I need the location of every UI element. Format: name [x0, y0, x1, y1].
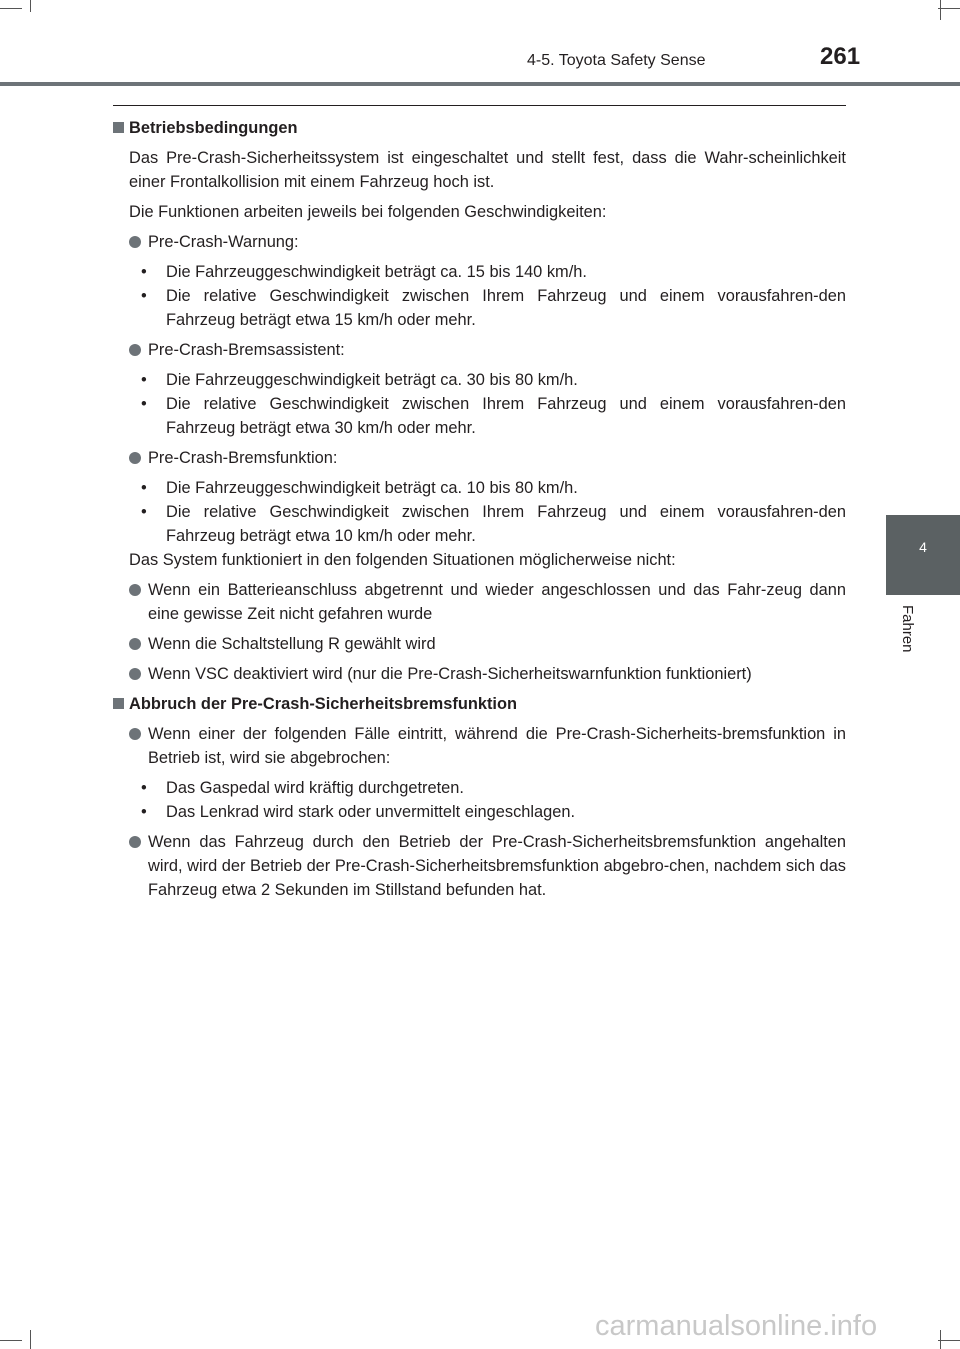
crop-mark: [0, 8, 22, 9]
list-item-text: Wenn die Schaltstellung R gewählt wird: [148, 635, 436, 653]
condition-text: Die Fahrzeuggeschwindigkeit beträgt ca. 30 bis 80 km/h.: [166, 371, 578, 389]
crop-mark: [938, 1340, 960, 1341]
crop-mark: [938, 8, 960, 9]
dot-marker: •: [141, 779, 147, 797]
condition-text: Das Gaspedal wird kräftig durchgetreten.: [166, 779, 464, 797]
round-bullet-icon: [129, 668, 141, 680]
dot-marker: •: [141, 479, 147, 497]
round-bullet-icon: [129, 344, 141, 356]
round-bullet-icon: [129, 638, 141, 650]
page-content: [113, 116, 846, 908]
list-item: [113, 230, 846, 254]
condition-list: [113, 776, 846, 824]
crop-mark: [940, 0, 941, 20]
condition-item: [113, 476, 846, 500]
list-item-text: Wenn das Fahrzeug durch den Betrieb der Pre-Crash-Sicherheitsbremsfunktion angehalten wird, wird der Betrieb der Pre-Crash-Sicherheitsbremsfunktion abgebro-chen, nachdem sich das Fahrzeug etwa 2 Sekunden im Stillstand befunden hat.: [148, 833, 846, 899]
round-bullet-icon: [129, 584, 141, 596]
condition-text: Die relative Geschwindigkeit zwischen Ihrem Fahrzeug und einem vorausfahren-den Fahrzeug beträgt etwa 10 km/h oder mehr.: [166, 503, 846, 545]
section-heading: [113, 116, 846, 140]
paragraph: Das System funktioniert in den folgenden Situationen möglicherweise nicht:: [129, 551, 676, 569]
top-rule: [113, 105, 846, 106]
list-item: [113, 338, 846, 362]
square-bullet-icon: [113, 122, 124, 133]
condition-item: [113, 284, 846, 332]
list-item: [113, 830, 846, 902]
crop-mark: [940, 1330, 941, 1349]
condition-text: Die relative Geschwindigkeit zwischen Ihrem Fahrzeug und einem vorausfahren-den Fahrzeug beträgt etwa 30 km/h oder mehr.: [166, 395, 846, 437]
dot-marker: •: [141, 395, 147, 413]
list-item-label: Pre-Crash-Bremsassistent:: [148, 341, 345, 359]
condition-item: [113, 500, 846, 548]
watermark: carmanualsonline.info: [595, 1310, 878, 1342]
list-item-label: Pre-Crash-Warnung:: [148, 233, 299, 251]
section-title: Betriebsbedingungen: [129, 119, 298, 137]
header-bar: [0, 82, 960, 86]
header-section-title: 4-5. Toyota Safety Sense: [527, 52, 706, 69]
list-item: [113, 632, 846, 656]
list-item-text: Wenn VSC deaktiviert wird (nur die Pre-Crash-Sicherheitswarnfunktion funktioniert): [148, 665, 752, 683]
round-bullet-icon: [129, 452, 141, 464]
condition-item: [113, 800, 846, 824]
paragraph: Das Pre-Crash-Sicherheitssystem ist eingeschaltet und stellt fest, dass die Wahr-scheinlichkeit einer Frontalkollision mit einem Fahrzeug hoch ist.: [129, 149, 846, 191]
crop-mark: [0, 1340, 22, 1341]
chapter-title: Fahren: [899, 605, 916, 653]
condition-list: [113, 368, 846, 440]
condition-text: Die Fahrzeuggeschwindigkeit beträgt ca. 15 bis 140 km/h.: [166, 263, 587, 281]
crop-mark: [30, 0, 31, 12]
round-bullet-icon: [129, 836, 141, 848]
condition-item: [113, 368, 846, 392]
dot-marker: •: [141, 263, 147, 281]
condition-item: [113, 776, 846, 800]
list-item: [113, 662, 846, 686]
section-heading: [113, 692, 846, 716]
round-bullet-icon: [129, 728, 141, 740]
dot-marker: •: [141, 503, 147, 521]
dot-marker: •: [141, 371, 147, 389]
list-item-text: Wenn einer der folgenden Fälle eintritt, während die Pre-Crash-Sicherheits-bremsfunktion in Betrieb ist, wird sie abgebrochen:: [148, 725, 846, 767]
condition-text: Das Lenkrad wird stark oder unvermittelt eingeschlagen.: [166, 803, 576, 821]
crop-mark: [30, 1330, 31, 1349]
condition-item: [113, 392, 846, 440]
list-item: [113, 446, 846, 470]
list-item-label: Pre-Crash-Bremsfunktion:: [148, 449, 338, 467]
list-item-text: Wenn ein Batterieanschluss abgetrennt und wieder angeschlossen und das Fahr-zeug dann eine gewisse Zeit nicht gefahren wurde: [148, 581, 846, 623]
list-item: [113, 578, 846, 626]
paragraph: Die Funktionen arbeiten jeweils bei folgenden Geschwindigkeiten:: [129, 203, 607, 221]
square-bullet-icon: [113, 698, 124, 709]
round-bullet-icon: [129, 236, 141, 248]
chapter-label: [896, 605, 918, 665]
condition-text: Die Fahrzeuggeschwindigkeit beträgt ca. 10 bis 80 km/h.: [166, 479, 578, 497]
dot-marker: •: [141, 803, 147, 821]
condition-item: [113, 260, 846, 284]
dot-marker: •: [141, 287, 147, 305]
section-title: Abbruch der Pre-Crash-Sicherheitsbremsfunktion: [129, 695, 517, 713]
condition-text: Die relative Geschwindigkeit zwischen Ihrem Fahrzeug und einem vorausfahren-den Fahrzeug beträgt etwa 15 km/h oder mehr.: [166, 287, 846, 329]
chapter-tab: [886, 515, 960, 595]
condition-list: [113, 476, 846, 548]
condition-list: [113, 260, 846, 332]
chapter-number: 4: [919, 539, 927, 555]
page-number: 261: [820, 43, 861, 70]
list-item: [113, 722, 846, 770]
